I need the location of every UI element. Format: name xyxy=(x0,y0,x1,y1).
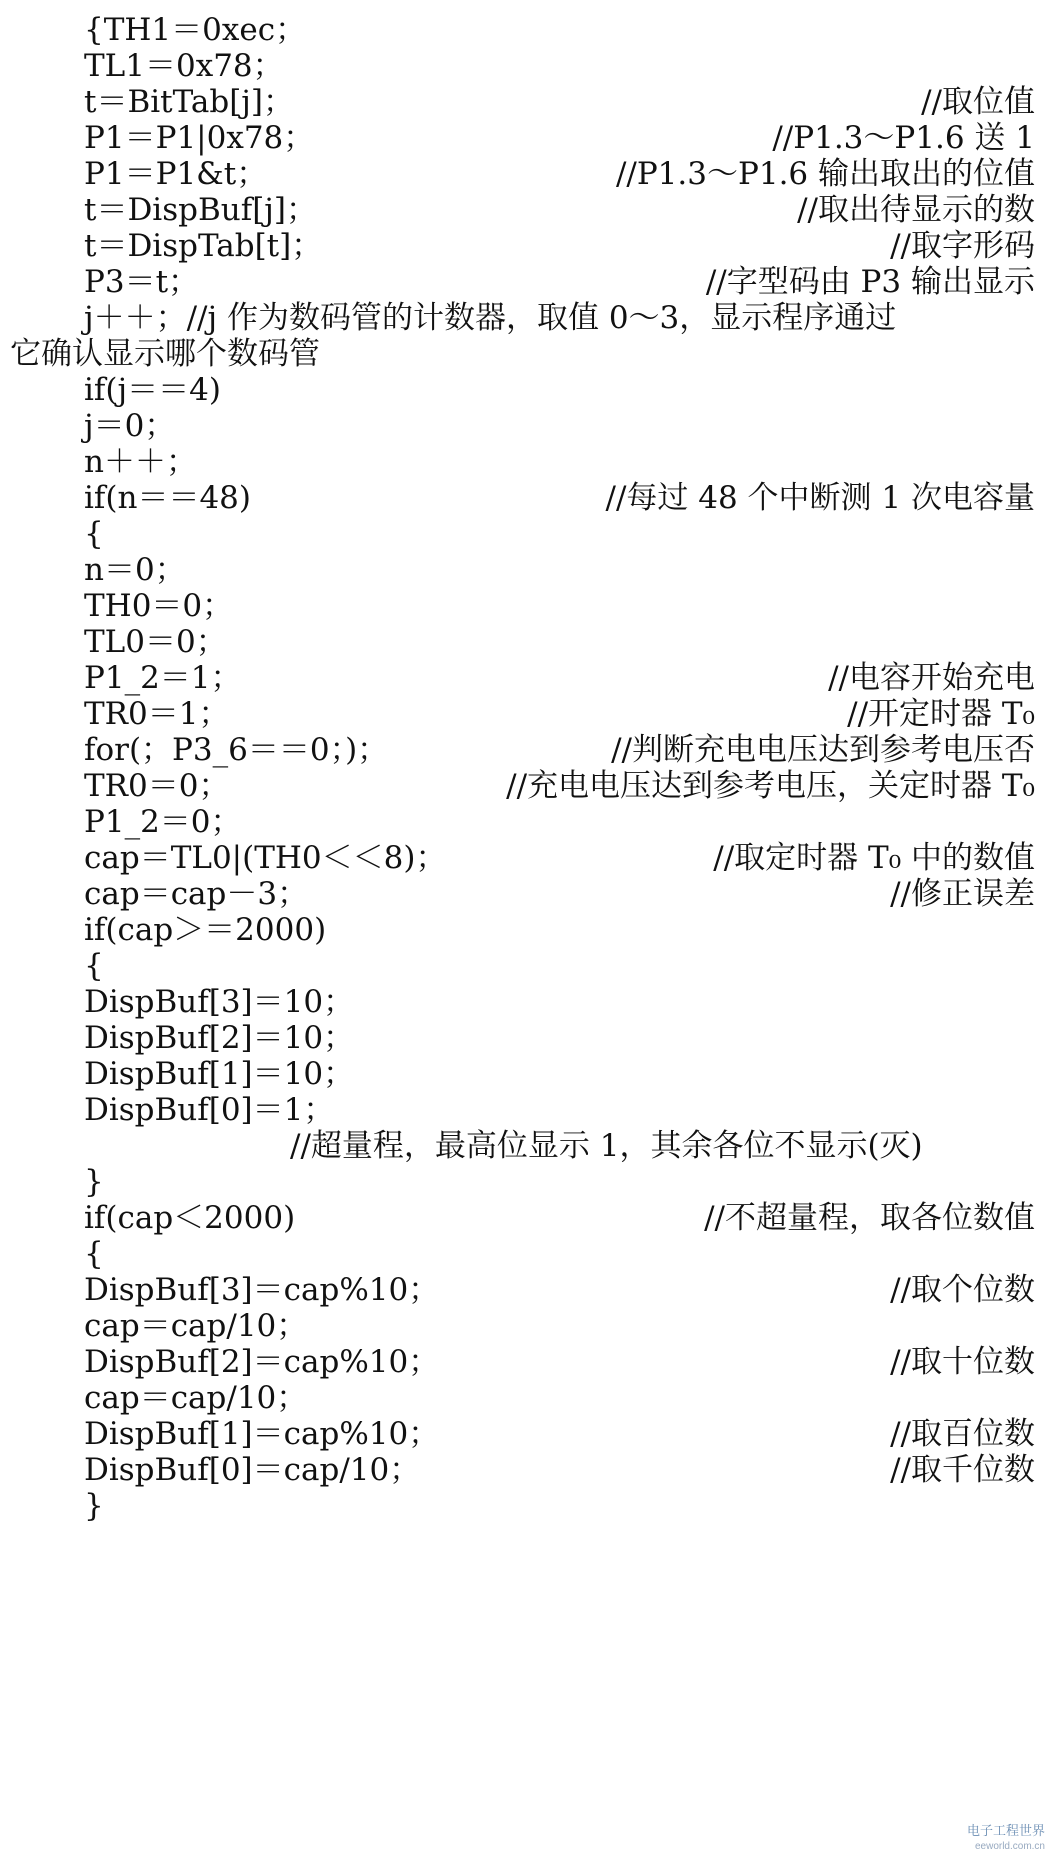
code-comment: //取位值 xyxy=(921,84,1035,120)
code-text: TR0＝0； xyxy=(84,768,230,804)
code-text: DispBuf[3]＝10； xyxy=(84,984,355,1020)
code-text: cap＝TL0|(TH0＜＜8)； xyxy=(84,840,447,876)
code-text: n＝0； xyxy=(84,552,186,588)
code-text: DispBuf[3]＝cap%10； xyxy=(84,1272,440,1308)
code-text: cap＝cap/10； xyxy=(84,1380,308,1416)
watermark-site: eeworld.com.cn xyxy=(974,1841,1045,1852)
watermark-title: 电子工程世界 xyxy=(966,1823,1045,1838)
code-text: { xyxy=(84,1236,104,1272)
code-comment: //取十位数 xyxy=(890,1344,1035,1380)
code-text: P1_2＝1； xyxy=(84,660,242,696)
code-text: cap＝cap－3； xyxy=(84,876,309,912)
code-text: t＝DispTab[t]； xyxy=(84,228,323,264)
code-text: DispBuf[2]＝cap%10； xyxy=(84,1344,440,1380)
code-text: DispBuf[1]＝cap%10； xyxy=(84,1416,440,1452)
code-line xyxy=(0,1484,1057,1528)
code-text: j＋＋；//j 作为数码管的计数器，取值 0～3，显示程序通过 xyxy=(84,300,897,336)
code-text: j＝0； xyxy=(84,408,176,444)
code-text: P1_2＝0； xyxy=(84,804,242,840)
code-text: if(cap＞＝2000) xyxy=(84,912,327,948)
code-text: //超量程，最高位显示 1，其余各位不显示(灭) xyxy=(290,1128,923,1164)
code-text: P1＝P1|0x78； xyxy=(84,120,315,156)
code-comment: //P1.3～P1.6 输出取出的位值 xyxy=(615,156,1035,192)
code-text: P1＝P1&t； xyxy=(84,156,268,192)
code-comment: //判断充电电压达到参考电压否 xyxy=(611,732,1035,768)
code-comment: //开定时器 T₀ xyxy=(847,696,1035,732)
code-text: for(；P3_6＝＝0；)； xyxy=(84,732,389,768)
code-comment: //充电电压达到参考电压，关定时器 T₀ xyxy=(506,768,1035,804)
code-text: TL0＝0； xyxy=(84,624,227,660)
code-text: DispBuf[1]＝10； xyxy=(84,1056,355,1092)
code-comment: //字型码由 P3 输出显示 xyxy=(705,264,1035,300)
code-comment: //不超量程，取各位数值 xyxy=(704,1200,1035,1236)
site-watermark xyxy=(925,1823,1045,1857)
code-comment: //修正误差 xyxy=(890,876,1035,912)
code-text: } xyxy=(84,1164,104,1200)
code-comment: //P1.3～P1.6 送 1 xyxy=(772,120,1035,156)
code-comment: //取个位数 xyxy=(890,1272,1035,1308)
code-text: TH0＝0； xyxy=(84,588,234,624)
code-text: cap＝cap/10； xyxy=(84,1308,308,1344)
code-comment: //取出待显示的数 xyxy=(797,192,1035,228)
code-comment: //取千位数 xyxy=(890,1452,1035,1488)
code-text: DispBuf[0]＝cap/10； xyxy=(84,1452,421,1488)
code-text: t＝BitTab[j]； xyxy=(84,84,295,120)
code-text: TL1＝0x78； xyxy=(84,48,284,84)
code-text: { xyxy=(84,948,104,984)
code-comment: //取定时器 T₀ 中的数值 xyxy=(713,840,1035,876)
code-text: DispBuf[2]＝10； xyxy=(84,1020,355,1056)
code-comment: //取字形码 xyxy=(890,228,1035,264)
code-comment: //每过 48 个中断测 1 次电容量 xyxy=(605,480,1035,516)
code-text: P3＝t； xyxy=(84,264,200,300)
code-text: DispBuf[0]＝1； xyxy=(84,1092,335,1128)
code-text: 它确认显示哪个数码管 xyxy=(10,336,320,372)
code-text: } xyxy=(84,1488,104,1524)
code-text: TR0＝1； xyxy=(84,696,230,732)
code-text: n＋＋； xyxy=(84,444,197,480)
code-text: if(cap＜2000) xyxy=(84,1200,296,1236)
code-text: {TH1＝0xec； xyxy=(84,12,307,48)
code-comment: //取百位数 xyxy=(890,1416,1035,1452)
code-text: if(j＝＝4) xyxy=(84,372,221,408)
code-text: { xyxy=(84,516,104,552)
code-text: t＝DispBuf[j]； xyxy=(84,192,317,228)
code-comment: //电容开始充电 xyxy=(828,660,1035,696)
code-text: if(n＝＝48) xyxy=(84,480,251,516)
